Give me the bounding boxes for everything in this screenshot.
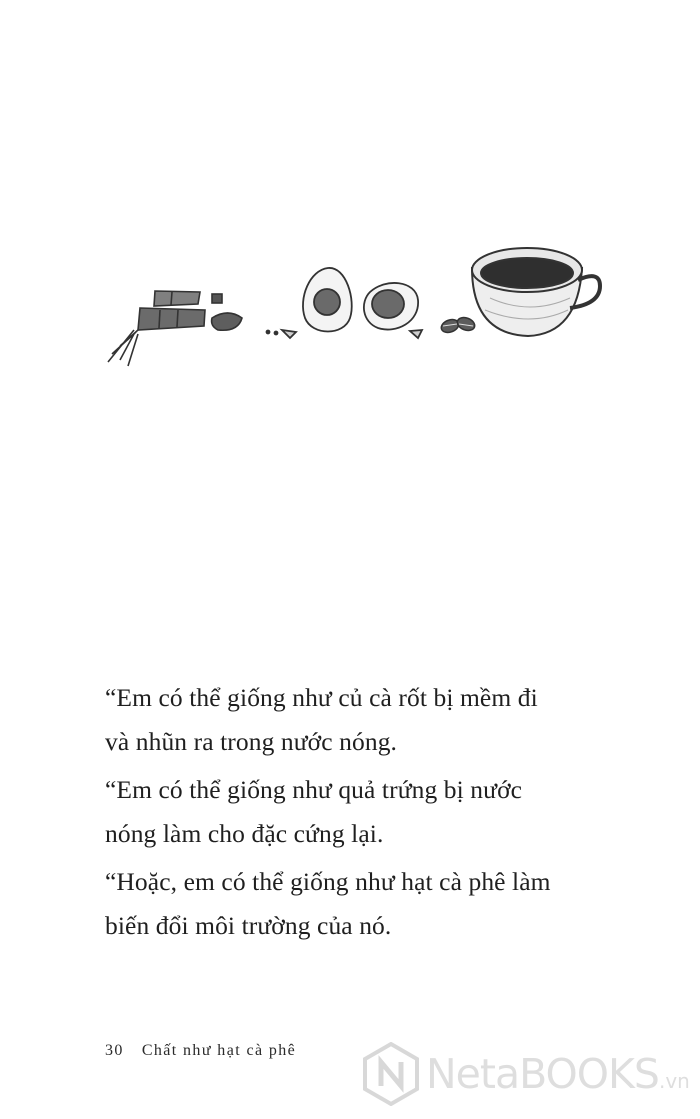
text-line: “Em có thể giống như củ cà rốt bị mềm đi (105, 683, 538, 712)
text-line: biến đổi môi trường của nó. (105, 911, 392, 940)
running-title: Chất như hạt cà phê (141, 1042, 297, 1059)
watermark (362, 1038, 692, 1110)
watermark-text (426, 1050, 690, 1098)
page-number: 30 (105, 1042, 124, 1059)
watermark-brand: NetaBOOKS (426, 1050, 659, 1098)
text-line: “Em có thể giống như quả trứng bị nước (105, 775, 523, 804)
paragraph (105, 768, 625, 856)
food-illustration (100, 238, 610, 378)
paragraph (105, 676, 625, 764)
text-line: và nhũn ra trong nước nóng. (105, 727, 398, 756)
text-line: “Hoặc, em có thể giống như hạt cà phê làm (105, 867, 551, 896)
illustration-svg (100, 238, 610, 378)
body-text (105, 676, 625, 952)
coffee-cup-icon (472, 248, 600, 336)
egg-icon (267, 268, 423, 338)
hexagon-logo-icon (362, 1042, 420, 1106)
watermark-suffix: .vn (658, 1069, 690, 1093)
paragraph (105, 860, 625, 948)
carrot-icon (108, 291, 242, 366)
page-footer (105, 1042, 296, 1060)
text-line: nóng làm cho đặc cứng lại. (105, 819, 384, 848)
coffee-bean-icon (439, 315, 476, 334)
